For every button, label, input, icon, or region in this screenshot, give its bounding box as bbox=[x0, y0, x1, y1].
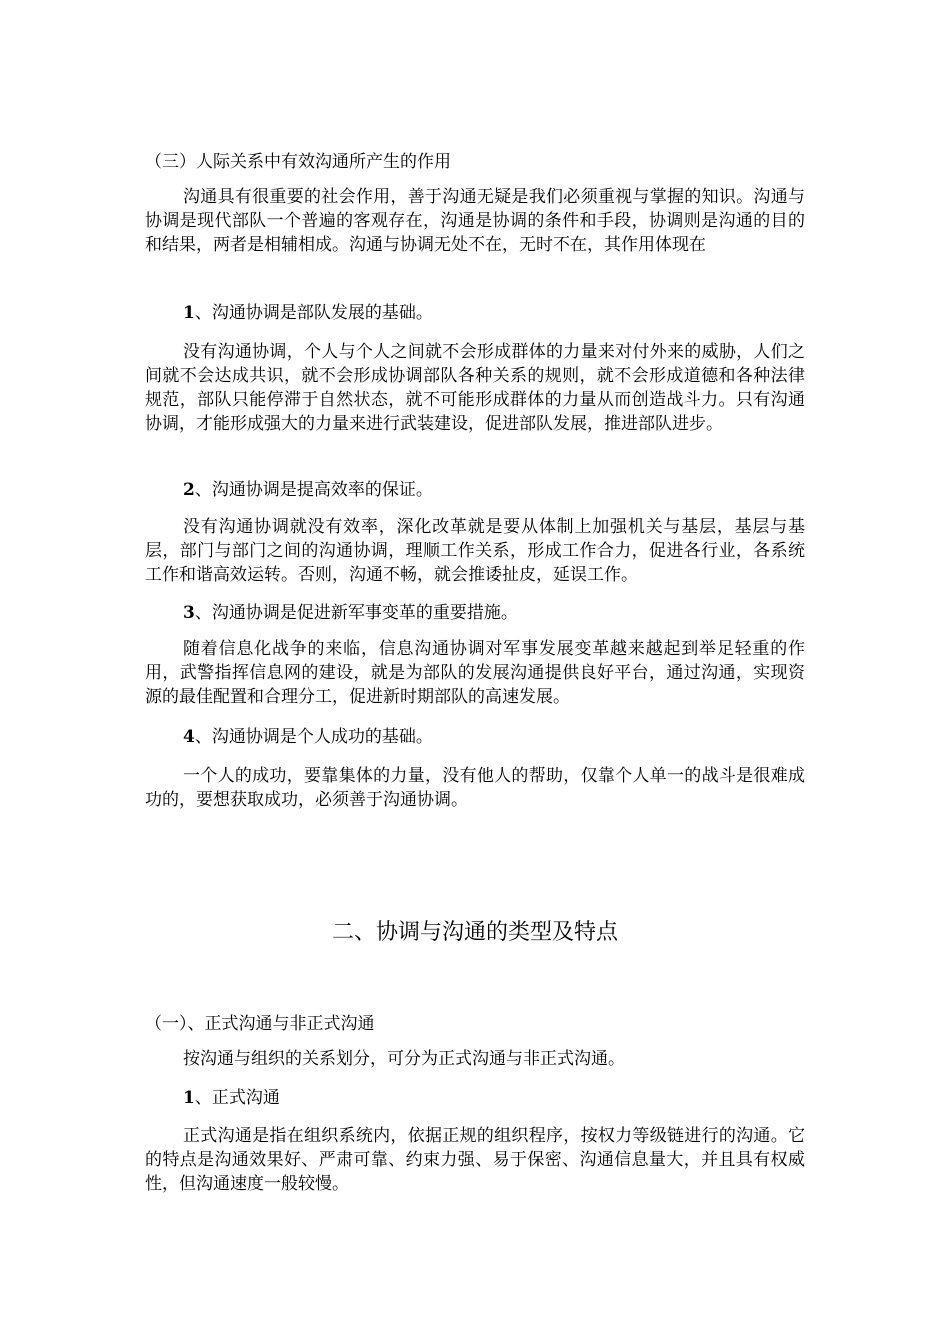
chapter-title: 二、协调与沟通的类型及特点 bbox=[331, 920, 618, 945]
point-number: 3 bbox=[183, 603, 195, 623]
point-body-1: 没有沟通协调，个人与个人之间就不会形成群体的力量来对付外来的威胁，人们之间就不会达成共识，就不会形成协调部队各种关系的规则，就不会形成道德和各种法律规范，部队只能停滞于自然状态，就不可能形成群体的力量从而创造战斗力。只有沟通协调，才能形成强大的力量来进行武装建设，促进部队发展，推进部队进步。 bbox=[145, 342, 805, 434]
section-intro-paragraph: 沟通具有很重要的社会作用，善于沟通无疑是我们必须重视与掌握的知识。沟通与协调是现代部队一个普遍的客观存在，沟通是协调的条件和手段，协调则是沟通的目的和结果，两者是相辅相成。沟通与协调无处不在，无时不在，其作用体现在 bbox=[145, 187, 805, 255]
point-title: 、沟通协调是促进新军事变革的重要措施。 bbox=[194, 603, 518, 623]
point-title: 、沟通协调是个人成功的基础。 bbox=[194, 727, 433, 747]
point-heading-2 bbox=[145, 478, 805, 502]
point-number: 2 bbox=[183, 480, 195, 500]
item-title: 、正式沟通 bbox=[194, 1088, 280, 1108]
subsection-intro: 按沟通与组织的关系划分，可分为正式沟通与非正式沟通。 bbox=[183, 1049, 625, 1069]
item-body-1: 正式沟通是指在组织系统内，依据正规的组织程序，按权力等级链进行的沟通。它的特点是沟通效果好、严肃可靠、约束力强、易于保密、沟通信息量大，并且具有权威性，但沟通速度一般较慢。 bbox=[145, 1126, 805, 1194]
subsection-heading: （一）、正式沟通与非正式沟通 bbox=[145, 1014, 375, 1034]
point-heading-3 bbox=[145, 601, 805, 625]
item-heading-1 bbox=[145, 1086, 805, 1110]
point-body-3: 随着信息化战争的来临，信息沟通协调对军事发展变革越来越起到举足轻重的作用，武警指挥信息网的建设，就是为部队的发展沟通提供良好平台，通过沟通，实现资源的最佳配置和合理分工，促进新时期部队的高速发展。 bbox=[145, 639, 805, 707]
point-number: 1 bbox=[183, 303, 195, 323]
point-heading-4 bbox=[145, 725, 805, 749]
point-title: 、沟通协调是部队发展的基础。 bbox=[194, 303, 433, 323]
point-heading-1 bbox=[145, 301, 805, 325]
point-body-4: 一个人的成功，要靠集体的力量，没有他人的帮助，仅靠个人单一的战斗是很难成功的，要想获取成功，必须善于沟通协调。 bbox=[145, 766, 805, 810]
point-title: 、沟通协调是提高效率的保证。 bbox=[194, 480, 433, 500]
item-number: 1 bbox=[183, 1088, 195, 1108]
point-body-2: 没有沟通协调就没有效率，深化改革就是要从体制上加强机关与基层，基层与基层，部门与部门之间的沟通协调，理顺工作关系，形成工作合力，促进各行业，各系统工作和谐高效运转。否则，沟通不畅，就会推诿扯皮，延误工作。 bbox=[145, 517, 805, 585]
point-number: 4 bbox=[183, 727, 195, 747]
section-heading: （三）人际关系中有效沟通所产生的作用 bbox=[145, 152, 451, 172]
